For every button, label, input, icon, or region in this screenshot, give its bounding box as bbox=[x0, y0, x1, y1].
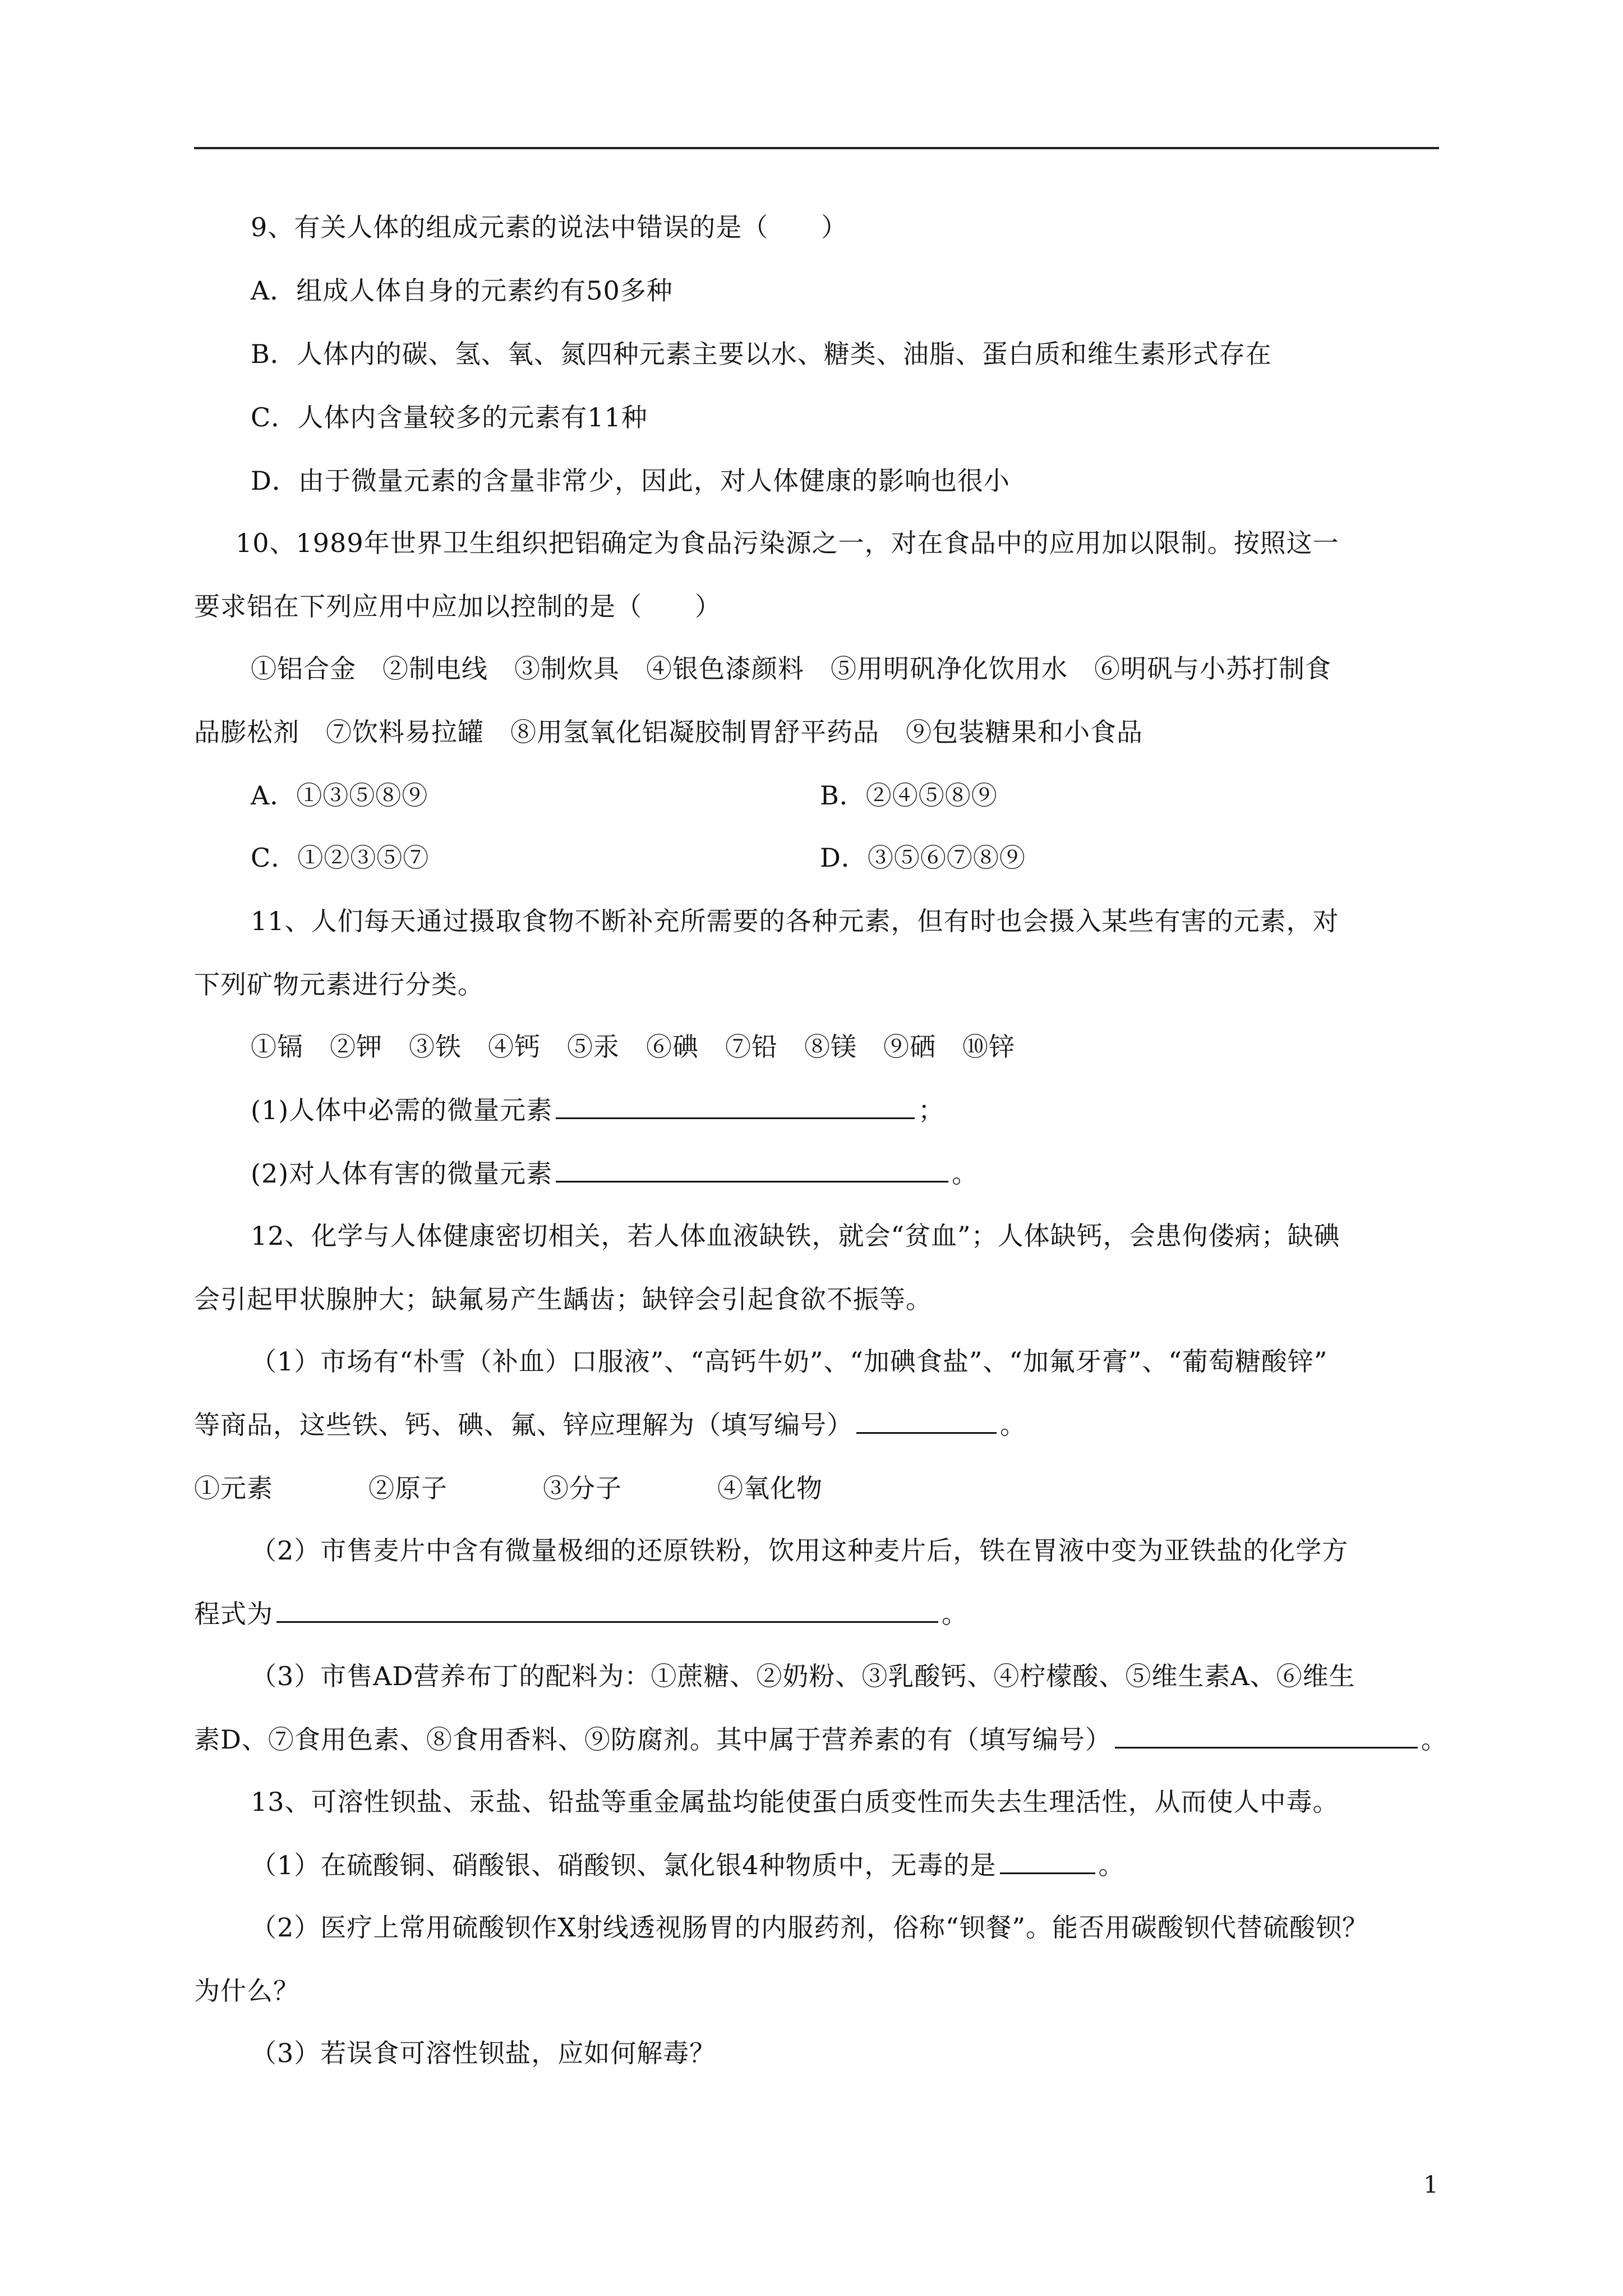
choice-atom: ②原子 bbox=[368, 1473, 448, 1503]
q13-part1-answer-blank[interactable] bbox=[1000, 1850, 1095, 1874]
q12-part1-choices bbox=[194, 1471, 823, 1505]
q9-option-b: B．人体内的碳、氢、氧、氮四种元素主要以水、糖类、油脂、蛋白质和维生素形式存在 bbox=[251, 339, 1272, 369]
q10-stem-line1: 10、1989年世界卫生组织把铝确定为食品污染源之一，对在食品中的应用加以限制。按照这一 bbox=[236, 528, 1339, 558]
q11-element-list: ①镉 ②钾 ③铁 ④钙 ⑤汞 ⑥碘 ⑦铅 ⑧镁 ⑨硒 ⑩锌 bbox=[251, 1032, 1015, 1062]
q11-sub2-text: (2)对人体有害的微量元素 bbox=[251, 1158, 553, 1189]
q13-part2-line2: 为什么？ bbox=[194, 1976, 299, 2006]
q12-part3-text: 素D、⑦食用色素、⑧食用香料、⑨防腐剂。其中属于营养素的有（填写编号） bbox=[194, 1724, 1112, 1755]
q9-option-c: C．人体内含量较多的元素有11种 bbox=[251, 402, 648, 432]
header-rule bbox=[194, 147, 1439, 149]
q10-stem-line2: 要求铝在下列应用中应加以控制的是（ ） bbox=[194, 591, 721, 622]
choice-molecule: ③分子 bbox=[543, 1473, 622, 1503]
q10-items-line2: 品膨松剂 ⑦饮料易拉罐 ⑧用氢氧化铝凝胶制胃舒平药品 ⑨包装糖果和小食品 bbox=[194, 717, 1143, 747]
q13-stem: 13、可溶性钡盐、汞盐、铅盐等重金属盐均能使蛋白质变性而失去生理活性，从而使人中毒。 bbox=[251, 1787, 1339, 1817]
q12-part3-line1: （3）市售AD营养布丁的配料为：①蔗糖、②奶粉、③乳酸钙、④柠檬酸、⑤维生素A、⑥维生 bbox=[251, 1661, 1355, 1691]
q11-sub2-answer-blank[interactable] bbox=[556, 1158, 948, 1182]
q11-sub1-end: ； bbox=[918, 1095, 945, 1125]
q11-sub1-text: (1)人体中必需的微量元素 bbox=[251, 1095, 553, 1125]
q12-part2-text: 程式为 bbox=[194, 1599, 273, 1629]
q12-part1-answer-blank[interactable] bbox=[856, 1410, 997, 1434]
q13-part1-end: 。 bbox=[1098, 1850, 1125, 1880]
q12-part1-line2 bbox=[194, 1408, 1026, 1442]
q13-part1 bbox=[251, 1848, 1125, 1882]
choice-oxide: ④氧化物 bbox=[717, 1473, 823, 1503]
q12-part1-text: 等商品，这些铁、钙、碘、氟、锌应理解为（填写编号） bbox=[194, 1410, 853, 1440]
q12-part2-answer-blank[interactable] bbox=[276, 1599, 938, 1623]
q11-sub1-answer-blank[interactable] bbox=[556, 1095, 915, 1119]
q10-option-d: D．③⑤⑥⑦⑧⑨ bbox=[820, 843, 1026, 873]
q12-part1-end: 。 bbox=[1000, 1410, 1026, 1440]
q11-sub2 bbox=[251, 1157, 978, 1190]
q9-stem: 9、有关人体的组成元素的说法中错误的是（ ） bbox=[251, 212, 848, 242]
q13-part2-line1: （2）医疗上常用硫酸钡作X射线透视肠胃的内服药剂，俗称“钡餐”。能否用碳酸钡代替硫酸钡？ bbox=[251, 1912, 1369, 1943]
q12-part2-end: 。 bbox=[942, 1599, 968, 1629]
q11-stem-line1: 11、人们每天通过摄取食物不断补充所需要的各种元素，但有时也会摄入某些有害的元素，对 bbox=[251, 906, 1339, 936]
q12-stem-line2: 会引起甲状腺肿大；缺氟易产生龋齿；缺锌会引起食欲不振等。 bbox=[194, 1284, 932, 1314]
q12-stem-line1: 12、化学与人体健康密切相关，若人体血液缺铁，就会“贫血”；人体缺钙，会患佝偻病；缺碘 bbox=[251, 1221, 1340, 1251]
q12-part3-end: 。 bbox=[1421, 1724, 1447, 1755]
choice-element: ①元素 bbox=[194, 1473, 273, 1503]
q9-option-d: D．由于微量元素的含量非常少，因此，对人体健康的影响也很小 bbox=[251, 466, 1010, 496]
q10-option-b: B．②④⑤⑧⑨ bbox=[820, 780, 998, 811]
q12-part3-line2 bbox=[194, 1723, 1447, 1756]
q11-sub2-end: 。 bbox=[952, 1158, 979, 1189]
q10-option-c: C．①②③⑤⑦ bbox=[251, 843, 430, 873]
q12-part2-line2 bbox=[194, 1597, 968, 1631]
q10-items-line1: ①铝合金 ②制电线 ③制炊具 ④银色漆颜料 ⑤用明矾净化饮用水 ⑥明矾与小苏打制食 bbox=[251, 654, 1331, 684]
q9-option-a: A．组成人体自身的元素约有50多种 bbox=[251, 275, 673, 306]
q13-part1-text: （1）在硫酸铜、硝酸银、硝酸钡、氯化银4种物质中，无毒的是 bbox=[251, 1850, 997, 1880]
q13-part3: （3）若误食可溶性钡盐，应如何解毒？ bbox=[251, 2038, 716, 2068]
q11-stem-line2: 下列矿物元素进行分类。 bbox=[194, 969, 484, 1000]
page-number: 1 bbox=[1423, 2171, 1438, 2198]
q12-part1-line1: （1）市场有“朴雪（补血）口服液”、“高钙牛奶”、“加碘食盐”、“加氟牙膏”、“葡萄糖酸锌” bbox=[251, 1346, 1328, 1377]
q11-sub1 bbox=[251, 1093, 944, 1127]
q12-part3-answer-blank[interactable] bbox=[1115, 1724, 1418, 1749]
q10-option-a: A．①③⑤⑧⑨ bbox=[251, 780, 428, 811]
q12-part2-line1: （2）市售麦片中含有微量极细的还原铁粉，饮用这种麦片后，铁在胃液中变为亚铁盐的化学方 bbox=[251, 1535, 1349, 1566]
